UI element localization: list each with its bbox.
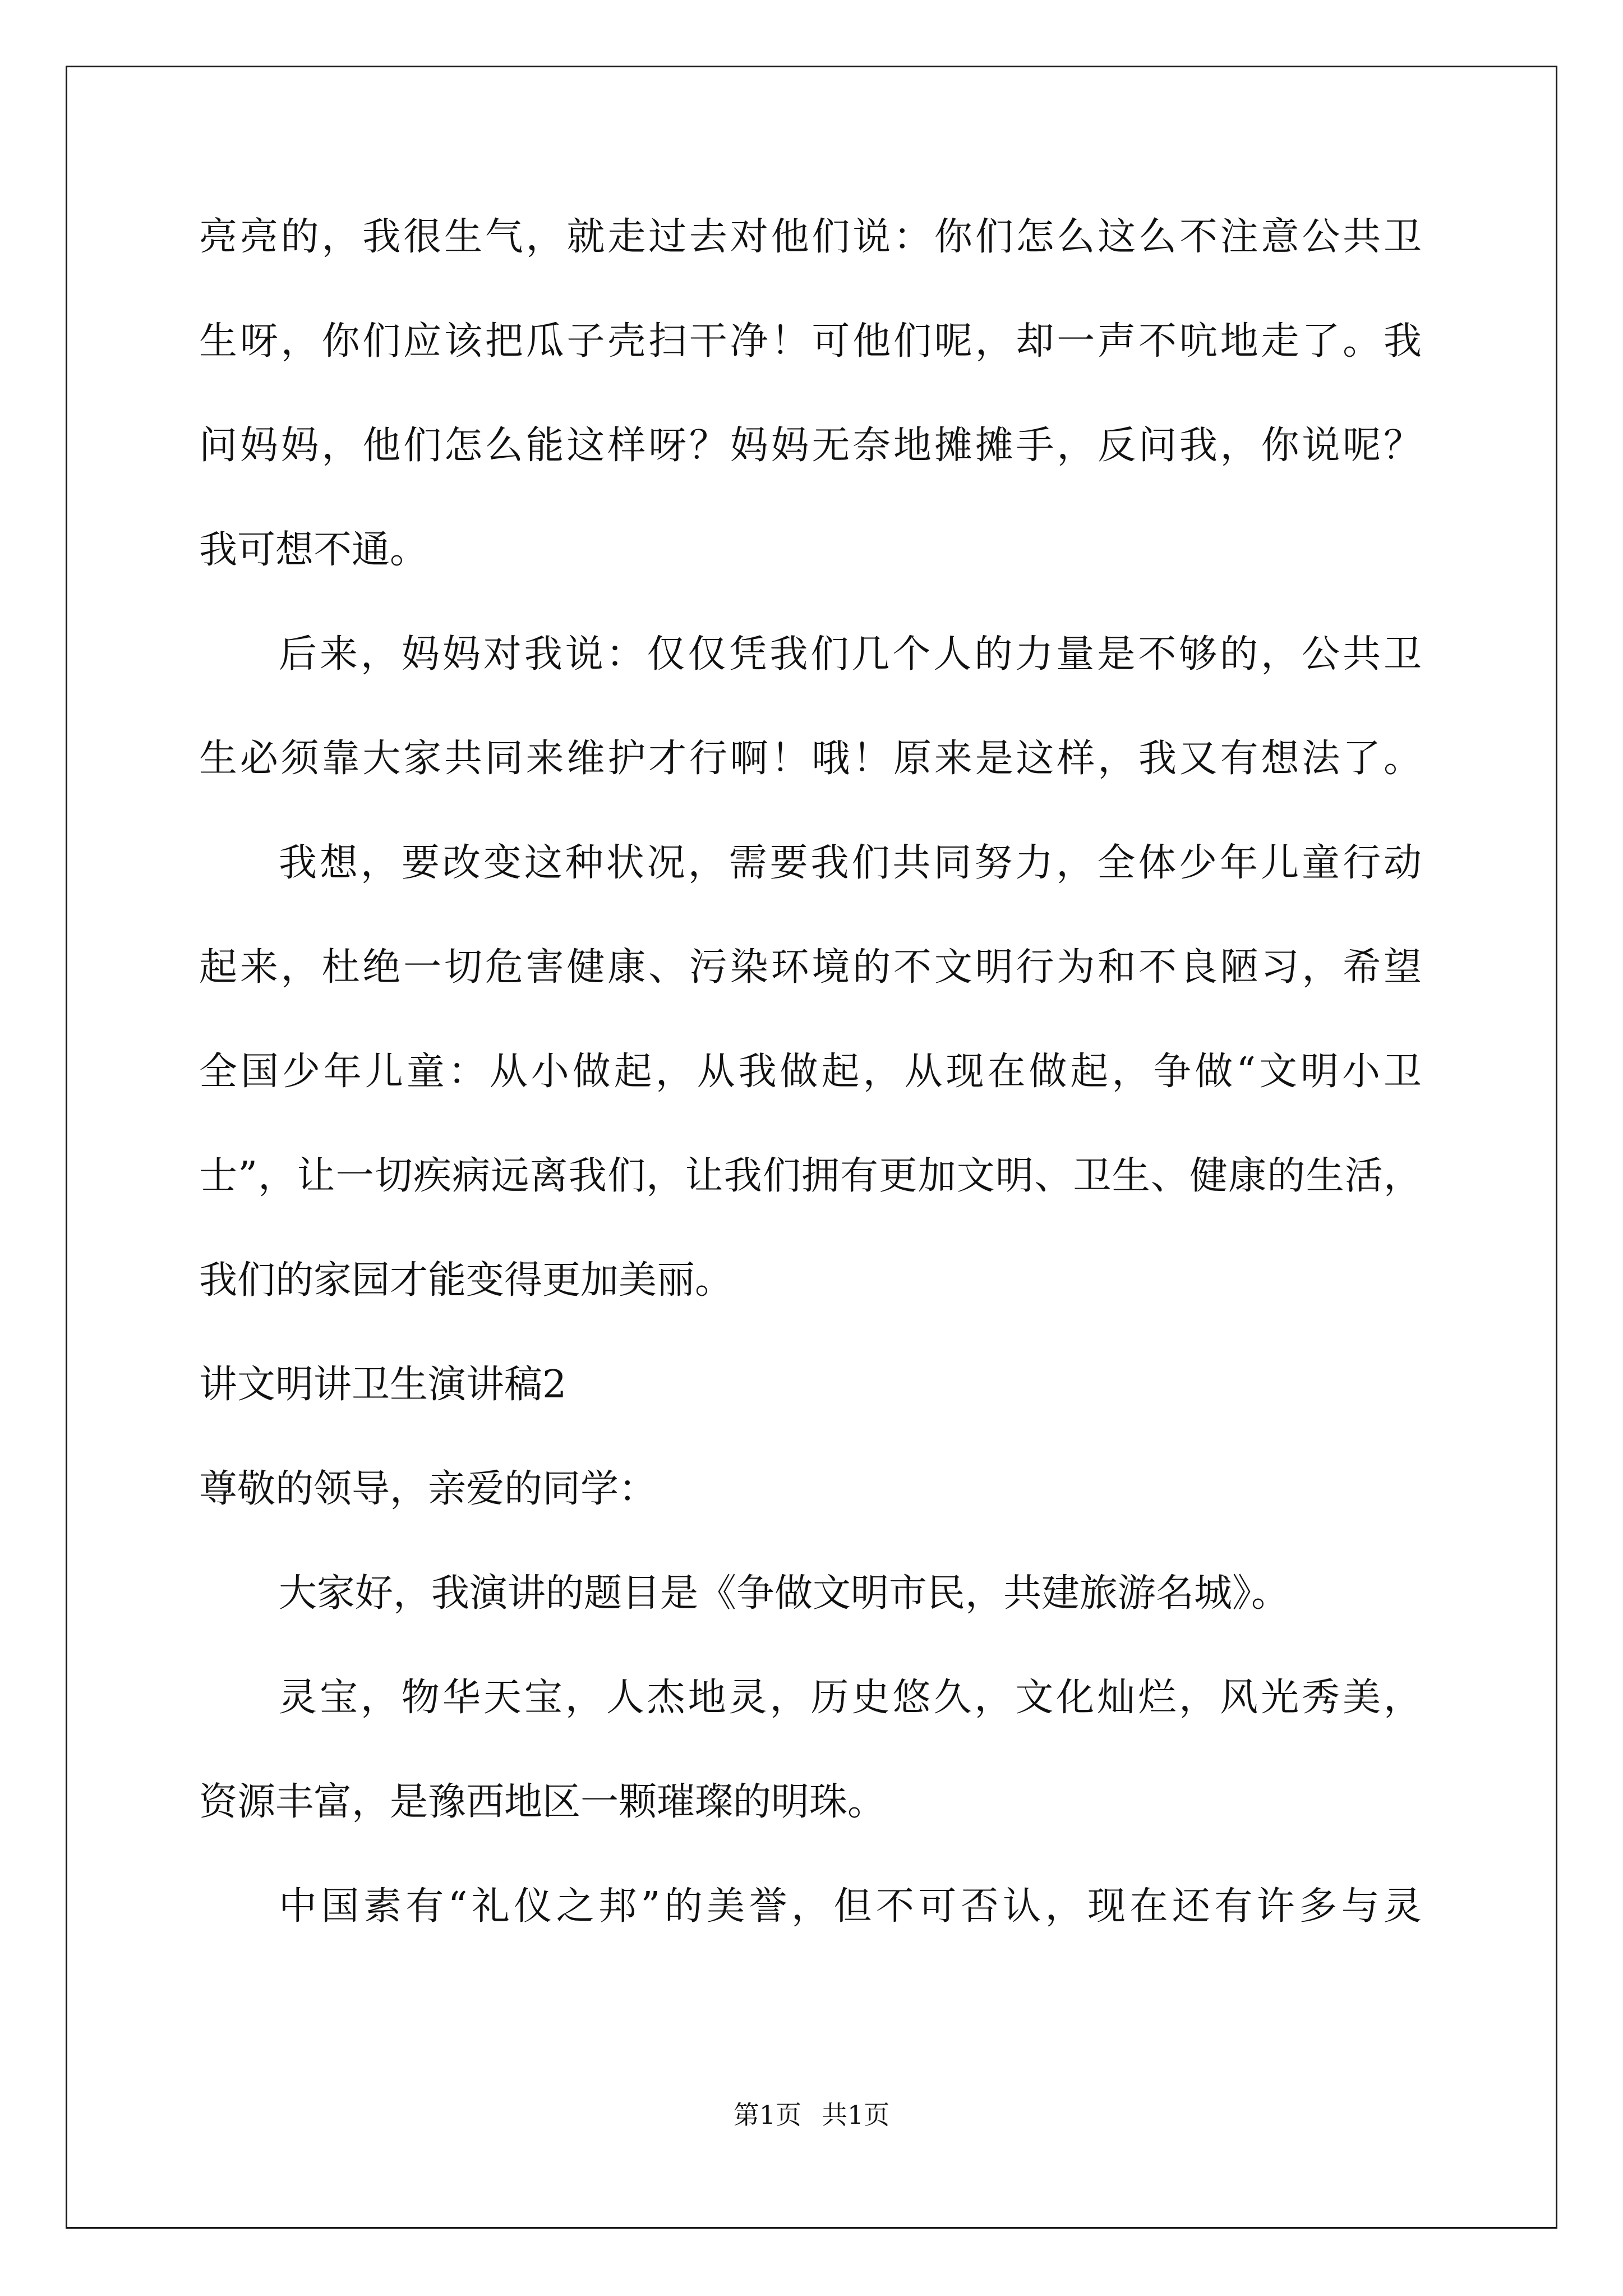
page-total: 共1页 [822,2100,890,2130]
page-number: 第1页 [733,2100,801,2130]
text-line: 生必须靠大家共同来维护才行啊！哦！原来是这样，我又有想法了。 [199,737,1422,781]
text-line: 士”，让一切疾病远离我们，让我们拥有更加文明、卫生、健康的生活， [199,1154,1422,1198]
text-line: 起来，杜绝一切危害健康、污染环境的不文明行为和不良陋习，希望 [199,945,1422,990]
text-line: 大家好，我演讲的题目是《争做文明市民，共建旅游名城》。 [279,1571,1290,1616]
section-heading: 讲文明讲卫生演讲稿2 [199,1363,567,1407]
text-line: 亮亮的，我很生气，就走过去对他们说：你们怎么这么不注意公共卫 [199,215,1422,259]
salutation: 尊敬的领导，亲爱的同学： [199,1467,657,1511]
text-line: 后来，妈妈对我说：仅仅凭我们几个人的力量是不够的，公共卫 [279,632,1422,677]
text-line: 问妈妈，他们怎么能这样呀？妈妈无奈地摊摊手，反问我，你说呢？ [199,424,1422,468]
text-line: 中国素有“礼仪之邦”的美誉，但不可否认，现在还有许多与灵 [279,1884,1422,1929]
page-footer [0,2099,1623,2131]
text-line: 全国少年儿童：从小做起，从我做起，从现在做起，争做“文明小卫 [199,1050,1422,1094]
text-line: 生呀，你们应该把瓜子壳扫干净！可他们呢，却一声不吭地走了。我 [199,319,1422,364]
text-line: 我可想不通。 [199,528,428,572]
text-line: 我们的家园才能变得更加美丽。 [199,1258,734,1303]
text-line: 资源丰富，是豫西地区一颗璀璨的明珠。 [199,1780,886,1824]
text-line: 我想，要改变这种状况，需要我们共同努力，全体少年儿童行动 [279,841,1422,885]
text-line: 灵宝，物华天宝，人杰地灵，历史悠久，文化灿烂，风光秀美， [279,1676,1422,1720]
